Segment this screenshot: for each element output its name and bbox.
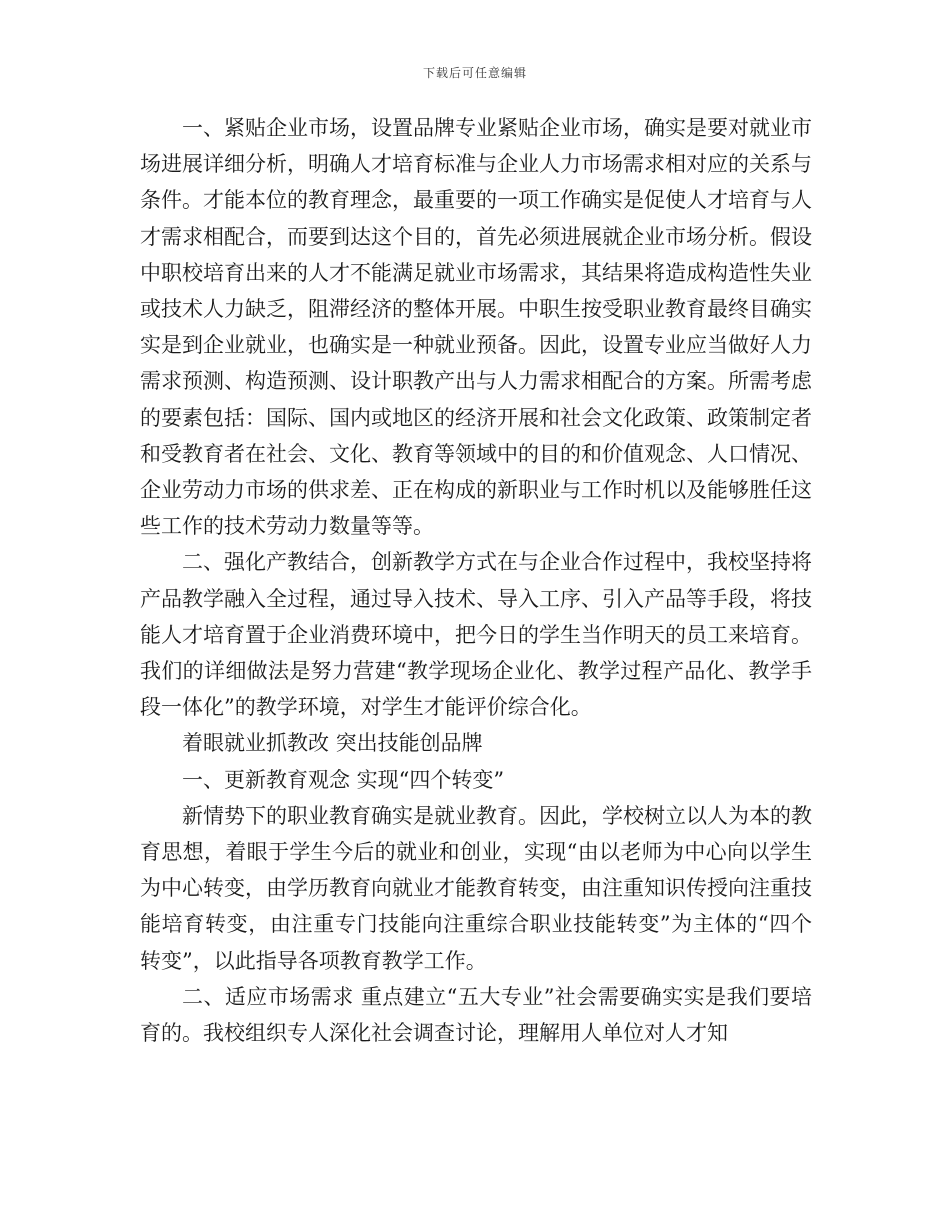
paragraph-industry-education: 二、强化产教结合，创新教学方式在与企业合作过程中，我校坚持将产品教学融入全过程，通过导入技术、导入工序、引入产品等手段，将技能人才培育置于企业消费环境中，把今日的学生当作明天的员工来培育。我们的详细做法是努力营建“教学现场企业化、教学过程产品化、教学手段一体化”的教学环境，对学生才能评价综合化。 xyxy=(140,550,812,720)
subsection-heading: 一、更新教育观念 实现“四个转变” xyxy=(182,767,505,792)
paragraph-five-majors: 二、适应市场需求 重点建立“五大专业”社会需要确实实是我们要培育的。我校组织专人深化社会调查讨论，理解用人单位对人才知 xyxy=(140,984,812,1046)
paragraph-market-alignment: 一、紧贴企业市场，设置品牌专业紧贴企业市场，确实是要对就业市场进展详细分析，明确人才培育标准与企业人力市场需求相对应的关系与条件。才能本位的教育理念，最重要的一项工作确实是促使人才培育与人才需求相配合，而要到达这个目的，首先必须进展就企业市场分析。假设中职校培育出来的人才不能满足就业市场需求，其结果将造成构造性失业或技术人力缺乏，阻滞经济的整体开展。中职生按受职业教育最终目确实实是到企业就业，也确实是一种就业预备。因此，设置专业应当做好人力需求预测、构造预测、设计职教产出与人力需求相配合的方案。所需考虑的要素包括：国际、国内或地区的经济开展和社会文化政策、政策制定者和受教育者在社会、文化、教育等领域中的目的和价值观念、人口情况、企业劳动力市场的供求差、正在构成的新职业与工作时机以及能够胜任这些工作的技术劳动力数量等等。 xyxy=(140,116,812,539)
document-body xyxy=(140,110,812,1051)
page-header: 下载后可任意编辑 xyxy=(422,66,527,80)
section-heading: 着眼就业抓教改 突出技能创品牌 xyxy=(182,731,483,756)
paragraph-four-transformations: 新情势下的职业教育确实是就业教育。因此，学校树立以人为本的教育思想，着眼于学生今后的就业和创业，实现“由以老师为中心向以学生为中心转变，由学历教育向就业才能教育转变，由注重知识传授向注重技能培育转变，由注重专门技能向注重综合职业技能转变”为主体的“四个转变”，以此指导各项教育教学工作。 xyxy=(140,803,812,973)
